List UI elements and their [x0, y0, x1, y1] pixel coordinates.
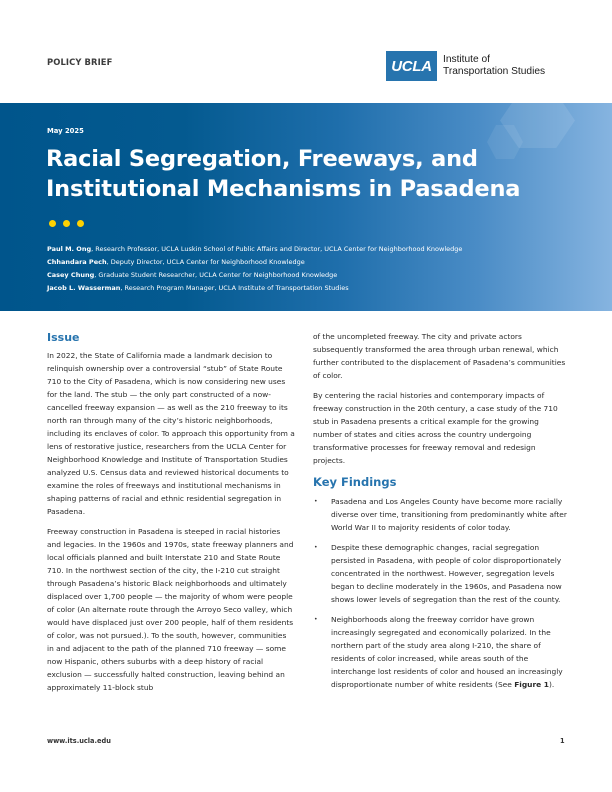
issue-paragraph-continued: By centering the racial histories and contemporary impacts of freeway construction in the 20th century, a case study of the 710 stub in Pasadena presents a critical example for the growing number of states and cities across the country undergoing transformative processes for freeway removal and redesign projects.	[313, 391, 558, 465]
dot-icon	[49, 220, 56, 227]
author-line	[47, 243, 462, 256]
finding-item: • Pasadena and Los Angeles County have become more racially diverse over time, transitioning from predominantly white after World War II to majority residents of color today.	[313, 495, 569, 534]
finding-item: • Despite these demographic changes, racial segregation persisted in Pasadena, with people of color disproportionately concentrated in the northwest. However, segregation levels began to decline moderately in the 1960s, and Pasadena now shows lower levels of segregation than the rest of the county.	[313, 541, 569, 606]
author-line	[47, 269, 462, 282]
accent-dots	[49, 220, 84, 227]
page-title	[46, 144, 520, 204]
key-findings-list	[313, 495, 569, 691]
title-line-1: Racial Segregation, Freeways, and	[46, 146, 478, 172]
left-column	[47, 331, 295, 701]
logo-institute-name	[443, 54, 545, 77]
author-name: Jacob L. Wasserman	[47, 284, 121, 292]
dot-icon	[63, 220, 70, 227]
finding-suffix: (See	[492, 680, 515, 689]
author-name: Paul M. Ong	[47, 245, 92, 253]
ucla-logo-mark: UCLA	[386, 51, 437, 81]
finding-text: Neighborhoods along the freeway corridor have grown increasingly segregated and economically polarized. In the northern part of the study area along I-210, the share of residents of color increased, while areas south of the interchange lost residents of color and housed an increasingly disproportionate number of white residents	[331, 615, 563, 689]
right-column	[313, 330, 569, 698]
key-findings-heading: Key Findings	[313, 475, 397, 489]
finding-suffix-end: ).	[548, 680, 555, 689]
author-role: , Research Program Manager, UCLA Institute of Transportation Studies	[120, 284, 349, 292]
logo-line-1: Institute of	[443, 54, 491, 66]
footer-website-link[interactable]: www.its.ucla.edu	[47, 737, 111, 745]
author-role: , Graduate Student Researcher, UCLA Center for Neighborhood Knowledge	[94, 271, 338, 279]
title-line-2: Institutional Mechanisms in Pasadena	[46, 176, 521, 202]
document-type-label: POLICY BRIEF	[47, 57, 113, 67]
author-line	[47, 282, 462, 295]
finding-item	[313, 613, 569, 691]
author-name: Chhandara Pech	[47, 258, 107, 266]
title-banner	[0, 103, 612, 311]
author-role: , Deputy Director, UCLA Center for Neighborhood Knowledge	[106, 258, 305, 266]
publication-date: May 2025	[47, 127, 84, 135]
page-number: 1	[560, 737, 565, 745]
author-name: Casey Chung	[47, 271, 95, 279]
figure-1-link[interactable]: Figure 1	[514, 680, 549, 689]
author-line	[47, 256, 462, 269]
issue-paragraph: Freeway construction in Pasadena is steeped in racial histories and legacies. In the 1960s and 1970s, state freeway planners and local officials planned and built Interstate 210 and State Route 710. In the northwest section of the city, the I-210 cut straight through Pasadena’s historic Black neighborhoods and ultimately displaced over 1,700 people — the majority of whom were people of color (An alternate route through the Arroyo Seco valley, which would have displaced just over 200 people, half of them residents of color, was not pursued.). To the south, however, communities in and adjacent to the path of the planned 710 freeway — some now Hispanic, others suburbs with a deep history of racial exclusion — successfully halted construction, leaving behind an approximately 11-block stub	[47, 527, 294, 692]
issue-paragraph-continued: of the uncompleted freeway. The city and private actors subsequently transformed the area through urban renewal, which further contributed to the displacement of Pasadena’s communities of color.	[313, 332, 566, 380]
logo-line-2: Transportation Studies	[443, 66, 546, 77]
author-list	[47, 243, 462, 295]
dot-icon	[77, 220, 84, 227]
issue-heading: Issue	[47, 331, 80, 344]
author-role: , Research Professor, UCLA Luskin School of Public Affairs and Director, UCLA Center for Neighborhood Knowledge	[91, 245, 463, 253]
issue-paragraph: In 2022, the State of California made a landmark decision to relinquish ownership over a controversial “stub” of State Route 710 to the City of Pasadena, which is now considering new uses for the land. The stub — the only part constructed of a now-cancelled freeway expansion — as well as the 210 freeway to its north ran through many of the city’s historic neighborhoods, including its enclaves of color. To approach this opportunity from a lens of restorative justice, researchers from the UCLA Center for Neighborhood Knowledge and Institute of Transportation Studies analyzed U.S. Census data and reviewed historical documents to examine the roles of freeways and institutional mechanisms in shaping patterns of racial and ethnic residential segregation in Pasadena.	[47, 351, 295, 516]
ucla-its-logo[interactable]	[386, 51, 545, 81]
